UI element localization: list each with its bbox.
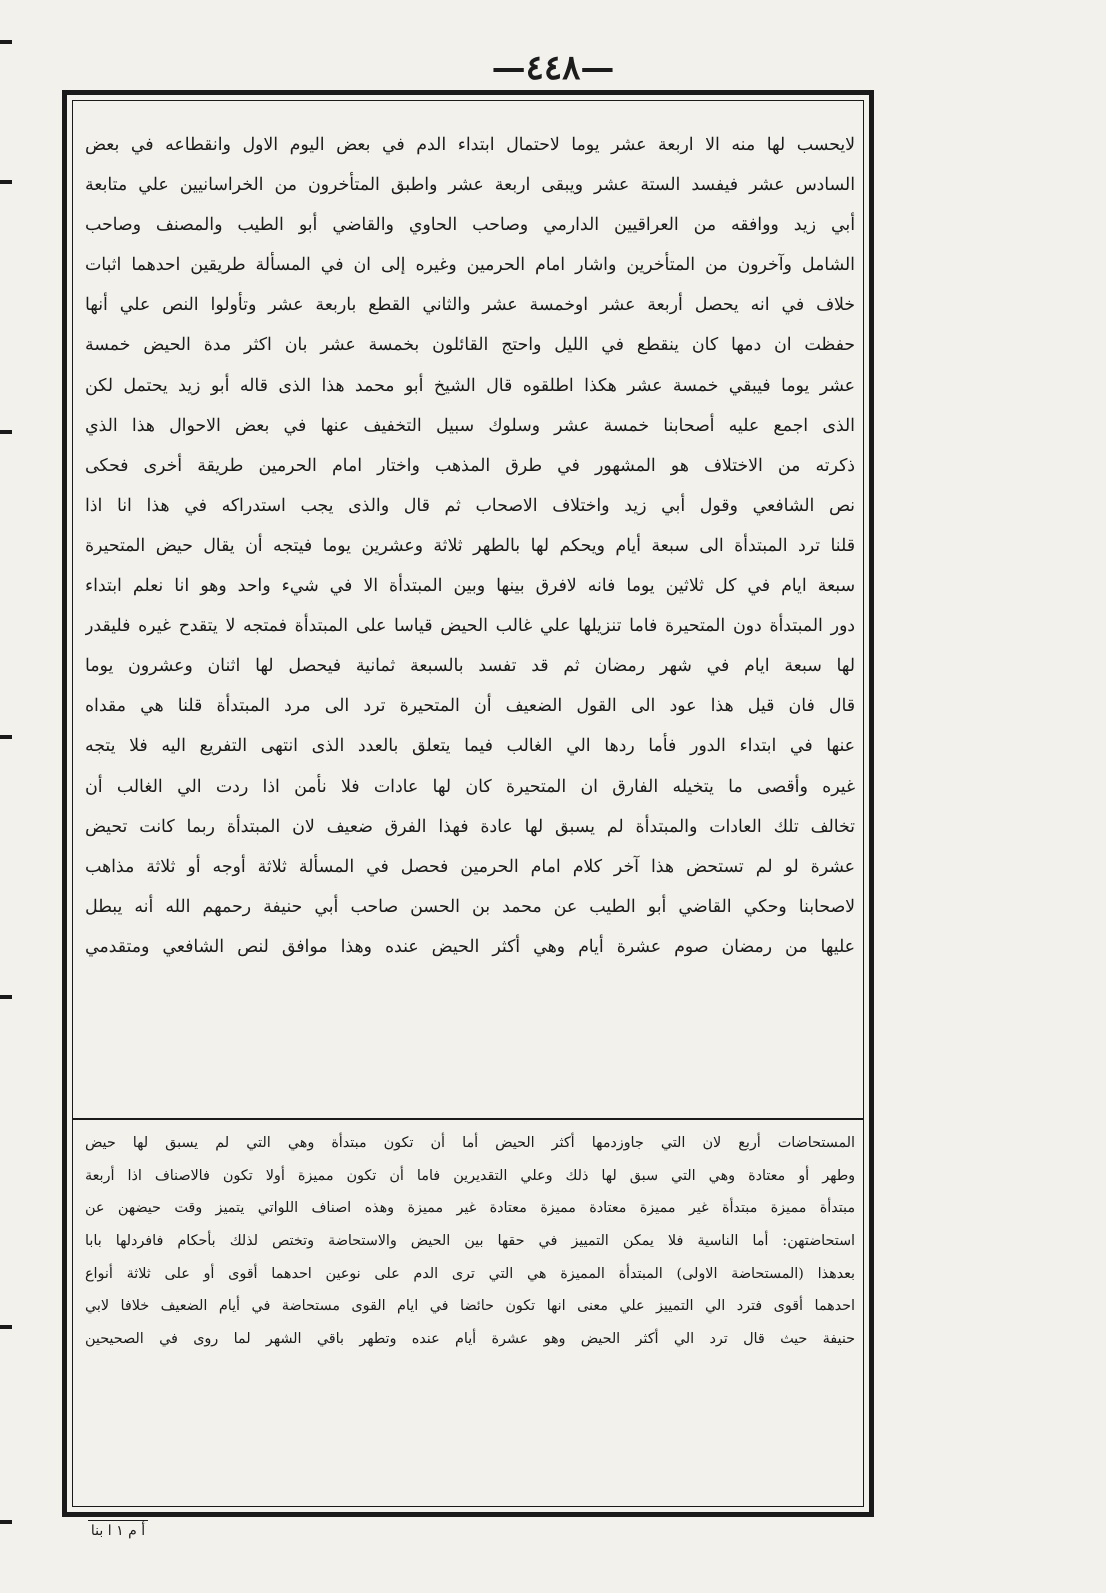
text-line: نص الشافعي وقول أبي زيد واختلاف الاصحاب ثم قال والذى يجب استدراكه في هذا انا اذا xyxy=(85,495,855,516)
footnote-line: المستحاضات أربع لان التي جاوزدمها أكثر الحيض أما أن تكون مبتدأة وهي التي لم يسبق لها حيض xyxy=(85,1135,855,1151)
text-line: سبعة ايام في كل ثلاثين يوما فانه لافرق بينها وبين المبتدأة الا في شيء واحد وهو انا نعلم ابتداء xyxy=(85,576,855,597)
text-line: عليها من رمضان صوم عشرة أيام وهي أكثر الحيض عنده وهذا موافق لنص الشافعي ومتقدمي xyxy=(85,936,855,957)
text-line: ذكرته من الاختلاف هو المشهور في طرق المذهب واختار امام الحرمين طريقة أخرى فحكى xyxy=(85,455,855,476)
text-line: أبي زيد ووافقه من العراقيين الدارمي وصاحب الحاوي والقاضي أبو الطيب والمصنف وصاحب xyxy=(85,215,855,236)
footnote-line: حنيفة حيث قال ترد الي أكثر الحيض وهو عشرة أيام عنده وتطهر باقي الشهر لما روى في الصحيحين xyxy=(85,1331,855,1348)
footnote-line: احدهما أقوى فترد الي التمييز علي معنى انها تكون حائضا في ايام القوى مستحاضة في أيام الضعيف خلافا لابي xyxy=(85,1298,855,1315)
margin-mark xyxy=(0,430,12,434)
footnote-line: استحاضتهن: أما الناسية فلا يمكن التمييز في حقها بين الحيض والاستحاضة وتختص لذلك بأحكام فافردلها بابا xyxy=(85,1233,855,1250)
text-line: عنها في ابتداء الدور فأما ردها الي الغالب فيما يتعلق بالعدد الذى انتهى التفريع اليه فلا يتجه xyxy=(85,736,855,757)
text-line: الذى اجمع عليه أصحابنا خمسة عشر وسلوك سبيل التخفيف عنها في بعض الاحوال هذا الذي xyxy=(85,415,855,436)
text-line: قال فان قيل هذا عود الى القول الضعيف أن المتحيرة ترد الى مرد المبتدأة قلنا هي مقداه xyxy=(85,696,855,717)
margin-mark xyxy=(0,735,12,739)
footnote-line: وطهر أو معتادة وهي التي سبق لها ذلك وعلي التقديرين فاما أن تكون مميزة أولا تكون فالاصناف اذا أربعة xyxy=(85,1167,855,1184)
text-line: قلنا ترد المبتدأة الى سبعة أيام ويحكم لها بالطهر ثلاثة وعشرين يوما فيتجه أن يقال حيض المتحيرة xyxy=(85,535,855,556)
footnote-text xyxy=(85,1127,855,1457)
text-line: غيره وأقصى ما يتخيله الفارق ان المتحيرة كان لها عادات فلا نأمن اذا ردت الي الغالب أن xyxy=(85,776,855,797)
page-frame xyxy=(62,90,874,1517)
margin-mark xyxy=(0,40,12,44)
margin-mark xyxy=(0,1325,12,1329)
margin-mark xyxy=(0,995,12,999)
footnote-divider xyxy=(73,1118,863,1120)
margin-mark xyxy=(0,1520,12,1524)
main-text xyxy=(85,125,855,1119)
text-line: خلاف في انه يحصل أربعة عشر اوخمسة عشر والثاني القطع باربعة عشر وتأولوا النص علي أنها xyxy=(85,295,855,316)
text-line: الشامل وآخرون من المتأخرين واشار امام الحرمين وغيره إلى ان في المسألة طريقين احدهما اثبات xyxy=(85,255,855,276)
text-line: السادس عشر فيفسد الستة عشر ويبقى اربعة عشر واطبق المتأخرون من الخراسانيين علي متابعة xyxy=(85,175,855,196)
text-line: عشرة لو لم تستحض هذا آخر كلام امام الحرمين فحصل في المسألة ثلاثة أوجه أو ثلاثة مذاهب xyxy=(85,856,855,877)
text-line: حفظت ان دمها كان ينقطع في الليل واحتج القائلون بخمسة عشر بان اكثر مدة الحيض خمسة xyxy=(85,335,855,356)
footnote-line: مبتدأة مميزة مبتدأة غير مميزة معتادة مميزة معتادة غير مميزة وهذه اصناف اللواتي يتميز وقت حيضهن عن xyxy=(85,1200,855,1217)
footer-note: أ م ١ ا بنا xyxy=(88,1520,148,1539)
page-number: —٤٤٨— xyxy=(491,48,615,88)
text-line: لايحسب لها منه الا اربعة عشر يوما لاحتمال ابتداء الدم في بعض اليوم الاول وانقطاعه في بعض xyxy=(85,135,855,155)
text-line: عشر يوما فيبقي خمسة عشر هكذا اطلقوه قال الشيخ أبو محمد هذا الذى قاله أبو زيد يحتمل لكن xyxy=(85,375,855,396)
text-line: تخالف تلك العادات والمبتدأة لم يسبق لها عادة فهذا الفرق ضعيف لان المبتدأة ربما كانت تحيض xyxy=(85,816,855,837)
margin-mark xyxy=(0,180,12,184)
text-line: لها سبعة ايام في شهر رمضان ثم قد تفسد بالسبعة ثمانية فيحصل لها اثنان وعشرون يوما xyxy=(85,656,855,677)
text-line: دور المبتدأة دون المتحيرة فاما تنزيلها علي غالب الحيض قياسا على المبتدأة فمتجه لا يتقدح غيره فليقدر xyxy=(85,616,855,637)
footnote-line: بعدهذا (المستحاضة الاولى) المبتدأة المميزة هي التي ترى الدم على نوعين احدهما أقوى أو على ثلاثة أنواع xyxy=(85,1265,855,1282)
text-line: لاصحابنا وحكي القاضي أبو الطيب عن محمد بن الحسن صاحب أبي حنيفة رحمهم الله أنه يبطل xyxy=(85,896,855,917)
